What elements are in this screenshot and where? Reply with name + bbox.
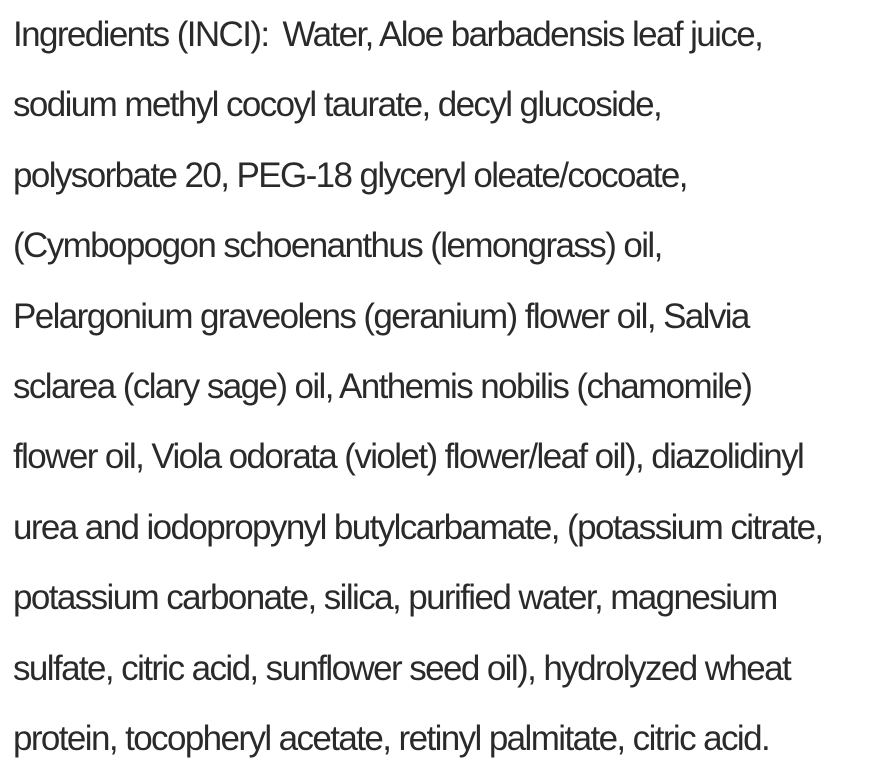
ingredients-line-5: Pelargonium graveolens (geranium) flower oil, Salvia [13,296,749,336]
ingredients-line-3: polysorbate 20, PEG-18 glyceryl oleate/cocoate, [13,155,687,195]
ingredients-line-6: sclarea (clary sage) oil, Anthemis nobilis (chamomile) [13,366,752,406]
ingredients-line-4: (Cymbopogon schoenanthus (lemongrass) oil, [13,226,662,266]
ingredients-line-10: sulfate, citric acid, sunflower seed oil), hydrolyzed wheat [13,648,791,688]
ingredients-line-11: protein, tocopheryl acetate, retinyl palmitate, citric acid. [13,718,770,758]
ingredients-line-8: urea and iodopropynyl butylcarbamate, (potassium citrate, [13,507,823,547]
ingredients-line-7: flower oil, Viola odorata (violet) flower/leaf oil), diazolidinyl [13,437,804,477]
ingredients-text: Water, Aloe barbadensis leaf juice, [282,15,763,54]
ingredients-line-1 [13,0,879,70]
ingredients-label: Ingredients (INCI): [13,15,269,54]
ingredients-line-2: sodium methyl cocoyl taurate, decyl glucoside, [13,85,662,125]
ingredients-block [13,0,879,774]
ingredients-line-9: potassium carbonate, silica, purified water, magnesium [13,578,777,618]
